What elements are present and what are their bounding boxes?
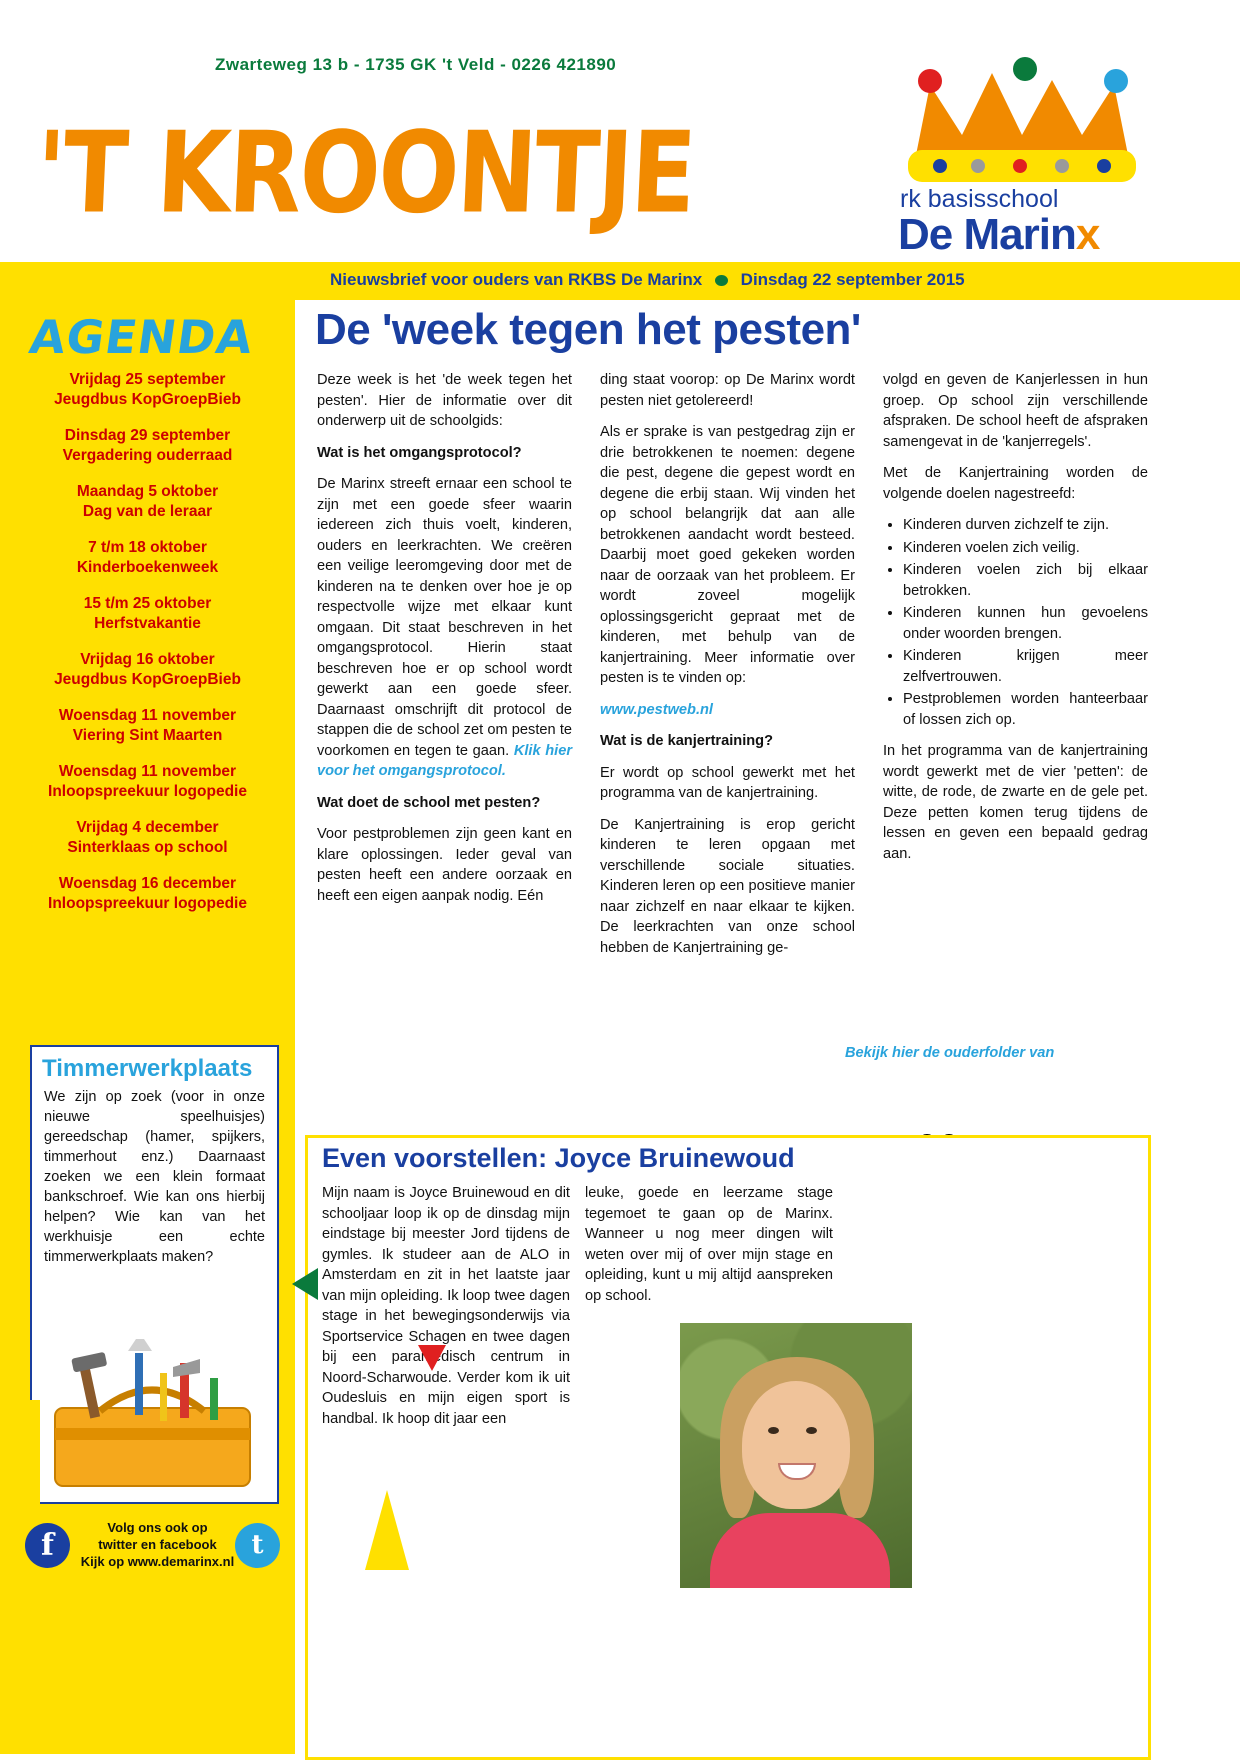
agenda-item: Woensdag 11 november Inloopspreekuur logopedie [48,763,247,800]
agenda-item: Vrijdag 4 december Sinterklaas op school [67,819,228,856]
red-triangle-decoration [418,1345,446,1371]
photo-face [742,1381,850,1509]
paragraph: De Marinx streeft ernaar een school te zijn met een goede sfeer waarin iedereen zich thuis voelt, kinderen, ouders en leerkrachten. We creëren een veilige leeromgeving door met de kinderen na te denken over hoe je op respectvolle wijze met elkaar kunt omgaan. Dit staat beschreven in het omgangsprotocol. Hierin staat beschreven hoe er op school wordt gewerkt aan een goede sfeer. Daarnaast omschrijft dit protocol de stappen die de school zet om pesten te voorkomen en tegen te gaan. Klik hier voor het omgangsprotocol. [317,476,572,779]
pestweb-link[interactable]: www.pestweb.nl [600,701,713,718]
agenda-item: Maandag 5 oktober Dag van de leraar [76,483,219,520]
paragraph: volgd en geven de Kanjerlessen in hun groep. Op school zijn verschillende afspraken. De school heeft de afspraken samengevat in de 'kanjerregels'. [883,372,1148,450]
list-item: • Pestproblemen worden hanteerbaar of lossen zich op. [903,689,1148,730]
ouderfolder-link[interactable]: Bekijk hier de ouderfolder van [845,1045,1055,1061]
omgangsprotocol-link[interactable]: Klik hier voor het omgangsprotocol. [317,742,572,779]
yellow-triangle-decoration [365,1490,409,1570]
voorstellen-column-1: Mijn naam is Joyce Bruinewoud en dit schooljaar loop ik op de dinsdag mijn eindstage bij meester Jord tijdens de gymles. Ik studeer aan de ALO in Amsterdam en zit in het laatste jaar van mijn opleiding. Ik loop twee dagen stage in het bewegingsonderwijs via Sportservice Schagen en twee dagen bij een paramedisch centrum in Noord-Scharwoude. Verder kom ik uit Oudesluis en mijn eigen sport is handbal. Ik hoop dit jaar een [322,1185,570,1427]
logo-school-name: De Marinx [898,210,1100,259]
subtitle-date: Dinsdag 22 september 2015 [740,270,965,289]
agenda-item: Vrijdag 16 oktober Jeugdbus KopGroepBieb [54,651,241,688]
timmerwerkplaats-box [30,1045,279,1504]
agenda-item: Dinsdag 29 september Vergadering ouderraad [62,427,233,464]
agenda-title: AGENDA [26,310,257,364]
school-logo [890,35,1210,259]
joyce-photo [680,1323,912,1588]
green-triangle-decoration [292,1268,318,1300]
subheading: Wat doet de school met pesten? [317,794,541,811]
subheading: Wat is het omgangsprotocol? [317,444,522,461]
masthead-title: 'T KROONTJE [33,108,697,239]
list-item: • Kinderen voelen zich bij elkaar betrokken. [903,560,1148,601]
article-column-2 [600,370,855,969]
article-column-1 [317,370,572,917]
list-item: • Kinderen krijgen meer zelfvertrouwen. [903,646,1148,687]
separator-dot-icon [715,275,728,286]
timmerwerkplaats-title: Timmerwerkplaats [42,1055,253,1082]
article-headline: De 'week tegen het pesten' [315,305,861,354]
toolbox-illustration [40,1333,268,1498]
subheading: Wat is de kanjertraining? [600,733,773,749]
paragraph: Er wordt op school gewerkt met het programma van de kanjertraining. [600,764,855,801]
social-footer [20,1515,285,1585]
yellow-side-decoration [0,1400,40,1520]
paragraph: In het programma van de kanjertraining wordt gewerkt met de vier 'petten': de witte, de rode, de zwarte en de gele pet. Deze petten komen terug tijdens de lessen en geven een bepaald gedrag aan. [883,743,1148,862]
paragraph: Als er sprake is van pestgedrag zijn er drie betrokkenen te noemen: degene die pest, degene die gepest wordt en degene die erbij staan. Wij vinden het op school belangrijk dat aan alle betrokkenen aandacht wordt besteed. Daarbij moet goed gekeken worden naar de oorzaak van het probleem. Er wordt zoveel mogelijk oplossingsgericht gepraat met de kinderen, met behulp van de kanjertraining. Meer informatie over pesten is te vinden op: [600,424,855,686]
agenda-item: Vrijdag 25 september Jeugdbus KopGroepBieb [54,371,241,408]
list-item: • Kinderen voelen zich veilig. [903,538,1148,559]
crown-icon [900,55,1150,185]
paragraph: Deze week is het 'de week tegen het pesten'. Hier de informatie over dit onderwerp uit de schoolgids: [317,372,572,429]
agenda-item: 7 t/m 18 oktober Kinderboekenweek [76,539,219,576]
address-line: Zwarteweg 13 b - 1735 GK 't Veld - 0226 421890 [215,55,617,74]
agenda-item: Woensdag 16 december Inloopspreekuur logopedie [48,875,247,912]
agenda-list [0,370,295,930]
voorstellen-box [305,1135,1151,1760]
voorstellen-column-2: leuke, goede en leerzame stage tegemoet te gaan op de Marinx. Wanneer u nog meer dingen wilt weten over mij of over mijn stage en opleiding, kunt u mij altijd aanspreken op school. [585,1185,833,1304]
agenda-column [0,300,295,1754]
twitter-icon[interactable]: t [235,1523,280,1568]
paragraph [600,700,855,721]
subtitle-left: Nieuwsbrief voor ouders van RKBS De Marinx [330,270,703,289]
paragraph: Voor pestproblemen zijn geen kant en klare oplossingen. Ieder geval van pesten heeft een andere oorzaak en heeft een eigen aanpak nodig. Eén [317,826,572,904]
paragraph: De Kanjertraining is erop gericht kinderen te leren opgaan met verschillende sociale situaties. Kinderen leren op een positieve manier naar zichzelf en naar elkaar te kijken. De leerkrachten van onze school hebben de Kanjertraining ge- [600,816,855,956]
paragraph: Met de Kanjertraining worden de volgende doelen nagestreefd: [883,465,1148,502]
agenda-item: Woensdag 11 november Viering Sint Maarten [58,707,237,744]
social-text: Volg ons ook op twitter en facebook Kijk op www.demarinx.nl [80,1520,235,1569]
facebook-icon[interactable]: f [25,1523,70,1568]
agenda-item: 15 t/m 25 oktober Herfstvakantie [83,595,212,632]
paragraph: ding staat voorop: op De Marinx wordt pesten niet getolereerd! [600,372,855,409]
newsletter-subtitle [330,270,965,290]
list-item: • Kinderen durven zichzelf te zijn. [903,515,1148,536]
article-column-3 [883,370,1148,875]
masthead [33,85,840,255]
logo-school-type: rk basisschool [900,185,1059,213]
timmerwerkplaats-text: We zijn op zoek (voor in onze nieuwe speelhuisjes) gereedschap (hamer, spijkers, timmerhout enz.) Daarnaast zoeken we een klein formaat bankschroef. Wie kan ons hierbij helpen? Wie kan van het werkhuisje een echte timmerwerkplaats maken? [44,1089,265,1265]
photo-shirt [710,1513,890,1588]
photo-eye-right [806,1427,817,1434]
list-item: • Kinderen kunnen hun gevoelens onder woorden brengen. [903,603,1148,644]
kanjertraining-goals-list [883,515,1148,730]
voorstellen-title: Even voorstellen: Joyce Bruinewoud [322,1143,795,1173]
photo-eye-left [768,1427,779,1434]
